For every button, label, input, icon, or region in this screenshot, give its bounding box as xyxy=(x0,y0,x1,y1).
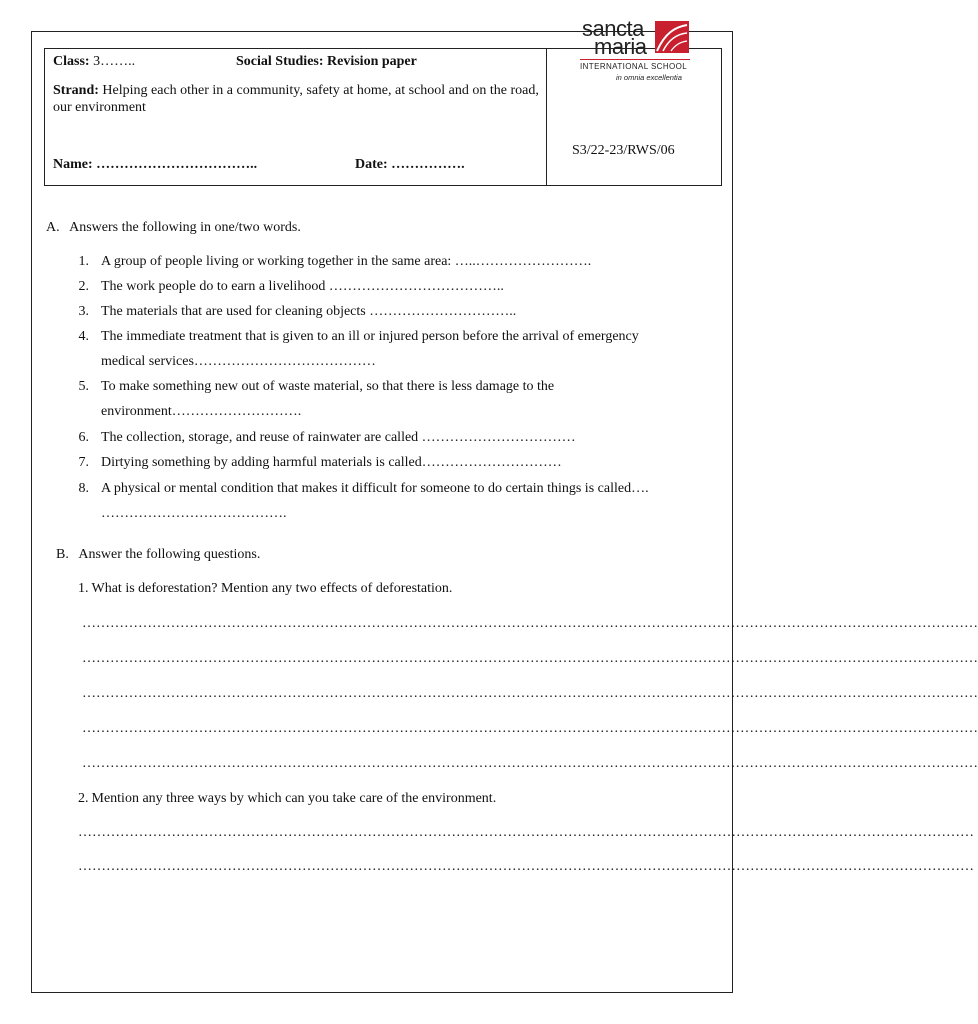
logo-word-maria: maria xyxy=(594,34,647,59)
question-number: 2. xyxy=(78,279,89,294)
name-dots: …………………………….. xyxy=(96,157,258,172)
question-text: The work people do to earn a livelihood ……………………………….. xyxy=(101,279,504,294)
question-number: 1. xyxy=(78,254,89,269)
question-number: 2. xyxy=(78,791,89,806)
answer-line[interactable]: ………………………………………………………………………………………………………………………………………………………………………… xyxy=(82,721,978,736)
question-text: A group of people living or working together in the same area: …..……………………. xyxy=(101,254,592,269)
question-continuation: environment………………………. xyxy=(101,404,302,419)
logo-swoosh-icon xyxy=(655,21,689,53)
question-number: 6. xyxy=(78,430,89,445)
logo-word-sancta: sancta xyxy=(582,16,644,41)
strand xyxy=(53,82,539,116)
answer-line[interactable]: ………………………………………………………………………………………………………………………………………………………………………… xyxy=(82,651,978,666)
question-number: 8. xyxy=(78,481,89,496)
section-a-heading xyxy=(46,220,301,236)
logo-rule xyxy=(580,59,690,60)
answer-line[interactable]: ………………………………………………………………………………………………………………………………………………………………………… xyxy=(82,616,978,631)
paper-title: Social Studies: Revision paper xyxy=(236,54,417,69)
class-label: Class: xyxy=(53,54,90,69)
school-logo xyxy=(532,18,692,88)
question-text: A physical or mental condition that makes it difficult for someone to do certain things is called…. xyxy=(101,481,649,496)
question-text: What is deforestation? Mention any two effects of deforestation. xyxy=(91,581,453,596)
strand-label: Strand: xyxy=(53,83,99,98)
question-text: Dirtying something by adding harmful materials is called………………………… xyxy=(101,455,562,470)
question-b1 xyxy=(78,581,452,597)
section-b-heading-text: Answer the following questions. xyxy=(78,547,261,562)
section-b-letter: B. xyxy=(56,547,69,562)
name-label: Name: xyxy=(53,157,93,172)
class-value: 3…….. xyxy=(93,54,136,69)
section-b-heading xyxy=(56,547,260,563)
question-number: 1. xyxy=(78,581,89,596)
question-text: The collection, storage, and reuse of rainwater are called …………………………… xyxy=(101,430,576,445)
answer-line[interactable]: ………………………………………………………………………………………………………………………………………………………………………… xyxy=(82,756,978,771)
logo-mark-icon xyxy=(655,21,689,53)
answer-line[interactable]: ………………………………………………………………………………………………………………………………………………………………………… xyxy=(78,825,974,840)
question-number: 7. xyxy=(78,455,89,470)
question-text: To make something new out of waste material, so that there is less damage to the xyxy=(101,379,555,394)
question-number: 4. xyxy=(78,329,89,344)
question-continuation: …………………………………. xyxy=(101,506,287,521)
question-continuation: medical services………………………………… xyxy=(101,354,376,369)
section-a-heading-text: Answers the following in one/two words. xyxy=(69,220,301,235)
date-field xyxy=(355,157,465,173)
question-text: The materials that are used for cleaning objects ………………………….. xyxy=(101,304,517,319)
question-number: 3. xyxy=(78,304,89,319)
question-b2 xyxy=(78,791,496,807)
logo-motto: in omnia excellentia xyxy=(616,73,682,82)
paper-code: S3/22-23/RWS/06 xyxy=(572,143,675,158)
date-label: Date: xyxy=(355,157,388,172)
question-text: Mention any three ways by which can you take care of the environment. xyxy=(91,791,497,806)
strand-text: Helping each other in a community, safety at home, at school and on the road, our environment xyxy=(53,83,539,115)
date-dots: ……………. xyxy=(391,157,465,172)
section-a-letter: A. xyxy=(46,220,60,235)
answer-line[interactable]: ………………………………………………………………………………………………………………………………………………………………………… xyxy=(82,686,978,701)
answer-line[interactable]: ………………………………………………………………………………………………………………………………………………………………………… xyxy=(78,859,974,874)
question-text: The immediate treatment that is given to an ill or injured person before the arrival of emergency xyxy=(101,329,639,344)
class-field xyxy=(53,54,135,70)
logo-school-name: INTERNATIONAL SCHOOL xyxy=(580,62,688,71)
name-field xyxy=(53,157,257,173)
question-number: 5. xyxy=(78,379,89,394)
